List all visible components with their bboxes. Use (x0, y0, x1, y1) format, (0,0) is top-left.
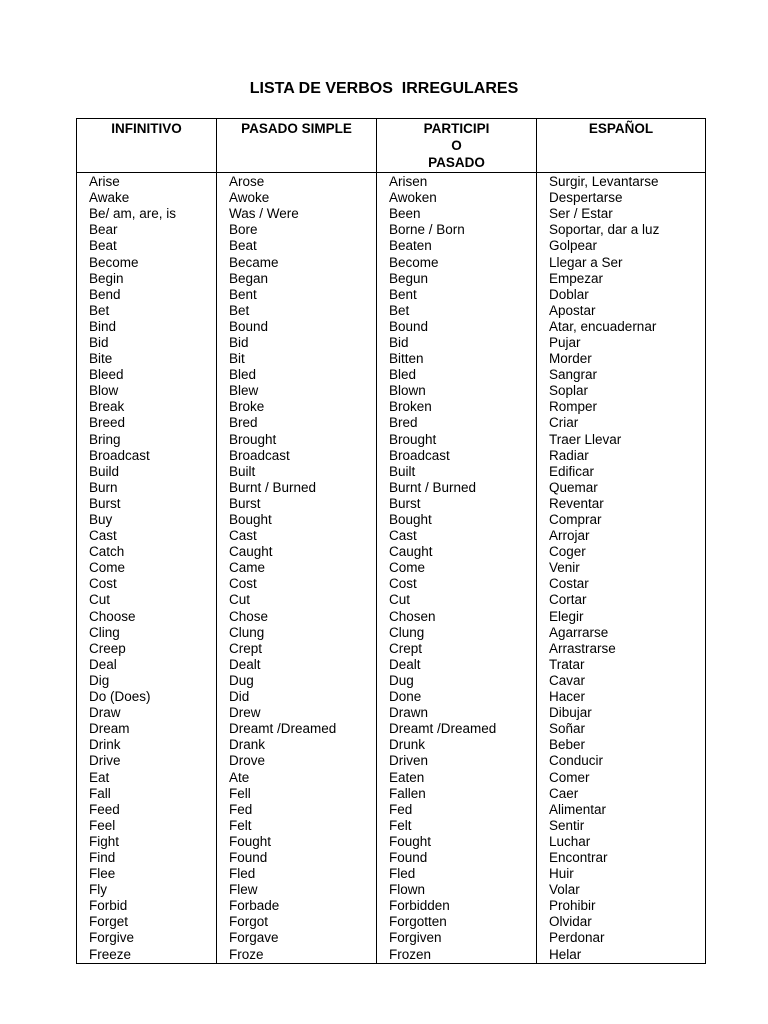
cell-infinitivo: Buy (77, 512, 217, 528)
cell-espanol: Edificar (537, 464, 706, 480)
cell-pasado-simple: Chose (217, 609, 377, 625)
cell-infinitivo: Do (Does) (77, 689, 217, 705)
cell-pasado-simple: Awoke (217, 190, 377, 206)
cell-infinitivo: Burst (77, 496, 217, 512)
cell-participio: Bitten (377, 351, 537, 367)
cell-participio: Forgotten (377, 914, 537, 930)
cell-espanol: Soñar (537, 721, 706, 737)
table-row (77, 866, 706, 882)
table-row (77, 898, 706, 914)
table-row (77, 947, 706, 964)
cell-infinitivo: Burn (77, 480, 217, 496)
cell-infinitivo: Bleed (77, 367, 217, 383)
cell-espanol: Comer (537, 769, 706, 785)
cell-espanol: Olvidar (537, 914, 706, 930)
cell-participio: Bet (377, 303, 537, 319)
table-row (77, 222, 706, 238)
cell-infinitivo: Build (77, 464, 217, 480)
cell-infinitivo: Awake (77, 190, 217, 206)
cell-espanol: Empezar (537, 271, 706, 287)
cell-infinitivo: Cut (77, 592, 217, 608)
cell-pasado-simple: Dealt (217, 657, 377, 673)
cell-espanol: Doblar (537, 287, 706, 303)
cell-infinitivo: Cling (77, 625, 217, 641)
cell-participio: Bled (377, 367, 537, 383)
cell-pasado-simple: Built (217, 464, 377, 480)
cell-participio: Fallen (377, 786, 537, 802)
cell-espanol: Sentir (537, 818, 706, 834)
cell-espanol: Dibujar (537, 705, 706, 721)
cell-participio: Clung (377, 625, 537, 641)
cell-pasado-simple: Arose (217, 173, 377, 191)
header-participio-line: O (451, 138, 462, 153)
cell-pasado-simple: Dug (217, 673, 377, 689)
cell-participio: Broadcast (377, 448, 537, 464)
table-row (77, 190, 706, 206)
cell-infinitivo: Cost (77, 576, 217, 592)
cell-infinitivo: Be/ am, are, is (77, 206, 217, 222)
cell-infinitivo: Come (77, 560, 217, 576)
header-espanol: ESPAÑOL (537, 119, 706, 173)
cell-espanol: Venir (537, 560, 706, 576)
cell-espanol: Costar (537, 576, 706, 592)
table-row (77, 882, 706, 898)
cell-pasado-simple: Became (217, 254, 377, 270)
cell-infinitivo: Bend (77, 287, 217, 303)
header-participio-line: PASADO (428, 155, 485, 170)
cell-pasado-simple: Cost (217, 576, 377, 592)
cell-espanol: Cortar (537, 592, 706, 608)
cell-pasado-simple: Bid (217, 335, 377, 351)
table-row (77, 753, 706, 769)
cell-espanol: Soplar (537, 383, 706, 399)
cell-infinitivo: Fall (77, 786, 217, 802)
cell-pasado-simple: Brought (217, 432, 377, 448)
cell-infinitivo: Creep (77, 641, 217, 657)
cell-espanol: Hacer (537, 689, 706, 705)
cell-infinitivo: Deal (77, 657, 217, 673)
cell-pasado-simple: Broadcast (217, 448, 377, 464)
cell-pasado-simple: Cast (217, 528, 377, 544)
cell-infinitivo: Dig (77, 673, 217, 689)
table-row (77, 319, 706, 335)
table-row (77, 930, 706, 946)
cell-participio: Cast (377, 528, 537, 544)
table-header-row (77, 119, 706, 173)
cell-espanol: Reventar (537, 496, 706, 512)
table-row (77, 399, 706, 415)
cell-participio: Bred (377, 415, 537, 431)
table-row (77, 689, 706, 705)
cell-participio: Burst (377, 496, 537, 512)
table-row (77, 335, 706, 351)
cell-infinitivo: Flee (77, 866, 217, 882)
table-row (77, 496, 706, 512)
cell-infinitivo: Blow (77, 383, 217, 399)
cell-pasado-simple: Crept (217, 641, 377, 657)
table-row (77, 818, 706, 834)
cell-pasado-simple: Came (217, 560, 377, 576)
cell-participio: Felt (377, 818, 537, 834)
cell-pasado-simple: Blew (217, 383, 377, 399)
cell-pasado-simple: Drew (217, 705, 377, 721)
cell-infinitivo: Bring (77, 432, 217, 448)
cell-pasado-simple: Bound (217, 319, 377, 335)
cell-pasado-simple: Dreamt /Dreamed (217, 721, 377, 737)
header-participio-line: PARTICIPI (423, 121, 490, 136)
cell-pasado-simple: Forgot (217, 914, 377, 930)
cell-participio: Built (377, 464, 537, 480)
cell-espanol: Beber (537, 737, 706, 753)
table-row (77, 512, 706, 528)
cell-pasado-simple: Fought (217, 834, 377, 850)
cell-espanol: Cavar (537, 673, 706, 689)
cell-infinitivo: Dream (77, 721, 217, 737)
cell-participio: Dug (377, 673, 537, 689)
cell-participio: Borne / Born (377, 222, 537, 238)
verb-rows (77, 173, 706, 964)
table-row (77, 528, 706, 544)
cell-espanol: Surgir, Levantarse (537, 173, 706, 191)
cell-pasado-simple: Burst (217, 496, 377, 512)
cell-pasado-simple: Felt (217, 818, 377, 834)
table-row (77, 254, 706, 270)
cell-participio: Bound (377, 319, 537, 335)
cell-participio: Cost (377, 576, 537, 592)
irregular-verbs-table (76, 118, 706, 964)
cell-infinitivo: Forget (77, 914, 217, 930)
cell-participio: Caught (377, 544, 537, 560)
cell-pasado-simple: Bought (217, 512, 377, 528)
cell-pasado-simple: Burnt / Burned (217, 480, 377, 496)
table-row (77, 367, 706, 383)
table-row (77, 351, 706, 367)
table-row (77, 432, 706, 448)
cell-infinitivo: Bite (77, 351, 217, 367)
cell-infinitivo: Bet (77, 303, 217, 319)
cell-espanol: Golpear (537, 238, 706, 254)
cell-pasado-simple: Fled (217, 866, 377, 882)
cell-pasado-simple: Bit (217, 351, 377, 367)
cell-pasado-simple: Bet (217, 303, 377, 319)
cell-participio: Flown (377, 882, 537, 898)
table-row (77, 641, 706, 657)
cell-pasado-simple: Bore (217, 222, 377, 238)
cell-espanol: Llegar a Ser (537, 254, 706, 270)
table-row (77, 544, 706, 560)
table-row (77, 560, 706, 576)
cell-participio: Become (377, 254, 537, 270)
cell-infinitivo: Forgive (77, 930, 217, 946)
cell-infinitivo: Forbid (77, 898, 217, 914)
cell-infinitivo: Fight (77, 834, 217, 850)
cell-participio: Broken (377, 399, 537, 415)
cell-pasado-simple: Fed (217, 802, 377, 818)
cell-participio: Come (377, 560, 537, 576)
cell-infinitivo: Breed (77, 415, 217, 431)
cell-participio: Arisen (377, 173, 537, 191)
table-row (77, 705, 706, 721)
table-row (77, 238, 706, 254)
table-row (77, 287, 706, 303)
cell-participio: Done (377, 689, 537, 705)
cell-pasado-simple: Forbade (217, 898, 377, 914)
cell-espanol: Radiar (537, 448, 706, 464)
cell-espanol: Criar (537, 415, 706, 431)
cell-espanol: Agarrarse (537, 625, 706, 641)
table-row (77, 206, 706, 222)
cell-espanol: Alimentar (537, 802, 706, 818)
cell-participio: Begun (377, 271, 537, 287)
cell-espanol: Elegir (537, 609, 706, 625)
cell-participio: Eaten (377, 769, 537, 785)
cell-infinitivo: Drive (77, 753, 217, 769)
cell-pasado-simple: Began (217, 271, 377, 287)
cell-espanol: Volar (537, 882, 706, 898)
table-row (77, 609, 706, 625)
cell-pasado-simple: Caught (217, 544, 377, 560)
cell-participio: Brought (377, 432, 537, 448)
cell-espanol: Helar (537, 947, 706, 964)
cell-participio: Blown (377, 383, 537, 399)
cell-espanol: Sangrar (537, 367, 706, 383)
cell-pasado-simple: Drove (217, 753, 377, 769)
cell-pasado-simple: Cut (217, 592, 377, 608)
cell-participio: Forgiven (377, 930, 537, 946)
cell-espanol: Prohibir (537, 898, 706, 914)
table-row (77, 721, 706, 737)
cell-infinitivo: Broadcast (77, 448, 217, 464)
cell-pasado-simple: Did (217, 689, 377, 705)
cell-infinitivo: Beat (77, 238, 217, 254)
cell-participio: Drunk (377, 737, 537, 753)
table-row (77, 834, 706, 850)
table-row (77, 383, 706, 399)
cell-participio: Found (377, 850, 537, 866)
table-row (77, 769, 706, 785)
table-row (77, 464, 706, 480)
cell-pasado-simple: Bent (217, 287, 377, 303)
cell-pasado-simple: Froze (217, 947, 377, 964)
table-row (77, 786, 706, 802)
cell-participio: Beaten (377, 238, 537, 254)
cell-participio: Drawn (377, 705, 537, 721)
cell-participio: Bought (377, 512, 537, 528)
cell-pasado-simple: Forgave (217, 930, 377, 946)
cell-participio: Crept (377, 641, 537, 657)
page-title: LISTA DE VERBOS IRREGULARES (249, 80, 519, 97)
table-row (77, 173, 706, 191)
cell-espanol: Arrojar (537, 528, 706, 544)
cell-participio: Awoken (377, 190, 537, 206)
cell-participio: Bid (377, 335, 537, 351)
cell-infinitivo: Feed (77, 802, 217, 818)
cell-infinitivo: Cast (77, 528, 217, 544)
cell-infinitivo: Break (77, 399, 217, 415)
cell-pasado-simple: Bled (217, 367, 377, 383)
table-row (77, 303, 706, 319)
cell-infinitivo: Bid (77, 335, 217, 351)
table-row (77, 592, 706, 608)
cell-participio: Fled (377, 866, 537, 882)
cell-infinitivo: Choose (77, 609, 217, 625)
table-row (77, 850, 706, 866)
table-row (77, 576, 706, 592)
table-row (77, 914, 706, 930)
cell-participio: Fed (377, 802, 537, 818)
cell-participio: Fought (377, 834, 537, 850)
cell-pasado-simple: Drank (217, 737, 377, 753)
cell-participio: Dealt (377, 657, 537, 673)
cell-espanol: Encontrar (537, 850, 706, 866)
cell-espanol: Tratar (537, 657, 706, 673)
table-row (77, 271, 706, 287)
header-infinitivo: INFINITIVO (77, 119, 217, 173)
cell-pasado-simple: Flew (217, 882, 377, 898)
cell-pasado-simple: Beat (217, 238, 377, 254)
cell-espanol: Perdonar (537, 930, 706, 946)
cell-espanol: Romper (537, 399, 706, 415)
cell-pasado-simple: Found (217, 850, 377, 866)
cell-infinitivo: Freeze (77, 947, 217, 964)
cell-participio: Driven (377, 753, 537, 769)
cell-espanol: Despertarse (537, 190, 706, 206)
cell-espanol: Conducir (537, 753, 706, 769)
cell-infinitivo: Fly (77, 882, 217, 898)
cell-infinitivo: Bear (77, 222, 217, 238)
cell-infinitivo: Draw (77, 705, 217, 721)
cell-espanol: Traer Llevar (537, 432, 706, 448)
cell-espanol: Pujar (537, 335, 706, 351)
cell-infinitivo: Catch (77, 544, 217, 560)
cell-participio: Frozen (377, 947, 537, 964)
cell-infinitivo: Feel (77, 818, 217, 834)
cell-espanol: Caer (537, 786, 706, 802)
cell-pasado-simple: Ate (217, 769, 377, 785)
header-pasado-simple: PASADO SIMPLE (217, 119, 377, 173)
cell-espanol: Apostar (537, 303, 706, 319)
cell-infinitivo: Become (77, 254, 217, 270)
cell-participio: Been (377, 206, 537, 222)
cell-espanol: Comprar (537, 512, 706, 528)
cell-espanol: Quemar (537, 480, 706, 496)
table-row (77, 673, 706, 689)
cell-espanol: Soportar, dar a luz (537, 222, 706, 238)
cell-espanol: Atar, encuadernar (537, 319, 706, 335)
cell-espanol: Luchar (537, 834, 706, 850)
table-row (77, 480, 706, 496)
cell-participio: Cut (377, 592, 537, 608)
table-row (77, 802, 706, 818)
cell-participio: Forbidden (377, 898, 537, 914)
cell-infinitivo: Arise (77, 173, 217, 191)
cell-espanol: Morder (537, 351, 706, 367)
cell-espanol: Arrastrarse (537, 641, 706, 657)
cell-participio: Dreamt /Dreamed (377, 721, 537, 737)
header-participio-pasado (377, 119, 537, 173)
cell-infinitivo: Find (77, 850, 217, 866)
cell-espanol: Huir (537, 866, 706, 882)
table-row (77, 737, 706, 753)
cell-infinitivo: Bind (77, 319, 217, 335)
table-row (77, 625, 706, 641)
table-row (77, 415, 706, 431)
table-row (77, 657, 706, 673)
cell-pasado-simple: Broke (217, 399, 377, 415)
cell-espanol: Ser / Estar (537, 206, 706, 222)
cell-pasado-simple: Bred (217, 415, 377, 431)
cell-participio: Chosen (377, 609, 537, 625)
cell-pasado-simple: Clung (217, 625, 377, 641)
cell-infinitivo: Drink (77, 737, 217, 753)
cell-espanol: Coger (537, 544, 706, 560)
table-row (77, 448, 706, 464)
cell-participio: Bent (377, 287, 537, 303)
cell-infinitivo: Begin (77, 271, 217, 287)
cell-participio: Burnt / Burned (377, 480, 537, 496)
cell-infinitivo: Eat (77, 769, 217, 785)
cell-pasado-simple: Fell (217, 786, 377, 802)
cell-pasado-simple: Was / Were (217, 206, 377, 222)
